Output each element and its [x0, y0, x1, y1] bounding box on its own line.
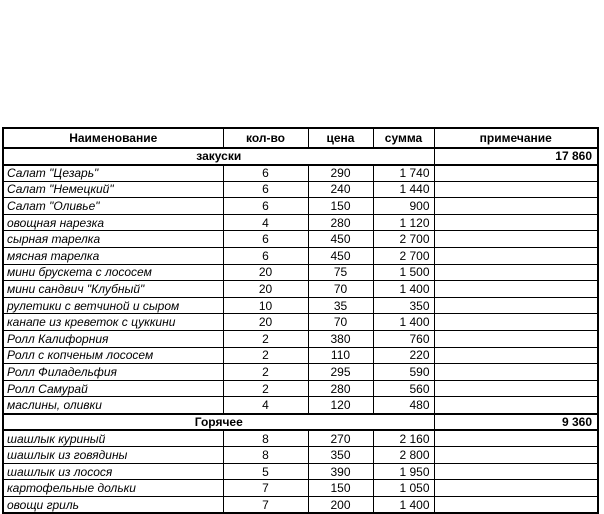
- item-price-cell: 280: [308, 380, 373, 397]
- item-note-cell: [434, 198, 598, 215]
- item-name-cell: маслины, оливки: [3, 397, 223, 414]
- item-sum-cell: 1 950: [373, 463, 434, 480]
- item-sum-cell: 1 400: [373, 281, 434, 298]
- item-qty-cell: 6: [223, 198, 308, 215]
- item-price-cell: 150: [308, 480, 373, 497]
- item-row: [3, 364, 598, 381]
- item-price-cell: 450: [308, 248, 373, 265]
- item-sum-cell: 2 160: [373, 430, 434, 447]
- item-price-cell: 280: [308, 214, 373, 231]
- item-note-cell: [434, 165, 598, 182]
- section-row: [3, 148, 598, 165]
- item-qty-cell: 5: [223, 463, 308, 480]
- item-row: [3, 347, 598, 364]
- item-qty-cell: 6: [223, 231, 308, 248]
- item-name-cell: картофельные дольки: [3, 480, 223, 497]
- item-row: [3, 281, 598, 298]
- section-total-cell: 17 860: [434, 148, 598, 165]
- order-table: [2, 127, 599, 514]
- item-row: [3, 331, 598, 348]
- item-note-cell: [434, 264, 598, 281]
- item-sum-cell: 2 700: [373, 231, 434, 248]
- item-name-cell: Салат "Оливье": [3, 198, 223, 215]
- item-note-cell: [434, 364, 598, 381]
- item-qty-cell: 8: [223, 447, 308, 464]
- item-price-cell: 350: [308, 447, 373, 464]
- item-note-cell: [434, 181, 598, 198]
- item-sum-cell: 1 500: [373, 264, 434, 281]
- item-name-cell: Ролл Калифорния: [3, 331, 223, 348]
- item-name-cell: рулетики с ветчиной и сыром: [3, 297, 223, 314]
- item-price-cell: 120: [308, 397, 373, 414]
- item-note-cell: [434, 480, 598, 497]
- item-price-cell: 70: [308, 314, 373, 331]
- item-name-cell: сырная тарелка: [3, 231, 223, 248]
- item-name-cell: овощная нарезка: [3, 214, 223, 231]
- item-row: [3, 248, 598, 265]
- item-qty-cell: 7: [223, 480, 308, 497]
- item-note-cell: [434, 248, 598, 265]
- table-body: [3, 148, 598, 513]
- item-row: [3, 430, 598, 447]
- item-name-cell: Ролл Филадельфия: [3, 364, 223, 381]
- item-sum-cell: 1 050: [373, 480, 434, 497]
- item-note-cell: [434, 397, 598, 414]
- item-row: [3, 380, 598, 397]
- item-note-cell: [434, 214, 598, 231]
- item-sum-cell: 900: [373, 198, 434, 215]
- item-name-cell: Салат "Цезарь": [3, 165, 223, 182]
- item-qty-cell: 7: [223, 496, 308, 513]
- item-sum-cell: 1 740: [373, 165, 434, 182]
- item-row: [3, 264, 598, 281]
- item-name-cell: Ролл с копченым лососем: [3, 347, 223, 364]
- item-row: [3, 314, 598, 331]
- col-header-note: примечание: [434, 128, 598, 148]
- item-qty-cell: 2: [223, 380, 308, 397]
- item-price-cell: 450: [308, 231, 373, 248]
- item-sum-cell: 760: [373, 331, 434, 348]
- item-qty-cell: 20: [223, 264, 308, 281]
- item-qty-cell: 2: [223, 331, 308, 348]
- item-note-cell: [434, 331, 598, 348]
- item-price-cell: 200: [308, 496, 373, 513]
- section-label-cell: Горячее: [3, 414, 434, 431]
- item-price-cell: 390: [308, 463, 373, 480]
- item-qty-cell: 20: [223, 314, 308, 331]
- col-header-qty: кол-во: [223, 128, 308, 148]
- item-note-cell: [434, 347, 598, 364]
- item-sum-cell: 1 400: [373, 496, 434, 513]
- item-note-cell: [434, 447, 598, 464]
- item-note-cell: [434, 281, 598, 298]
- item-name-cell: мясная тарелка: [3, 248, 223, 265]
- item-sum-cell: 350: [373, 297, 434, 314]
- item-price-cell: 35: [308, 297, 373, 314]
- section-label-cell: закуски: [3, 148, 434, 165]
- item-row: [3, 231, 598, 248]
- item-name-cell: овощи гриль: [3, 496, 223, 513]
- item-name-cell: Салат "Немецкий": [3, 181, 223, 198]
- item-sum-cell: 2 800: [373, 447, 434, 464]
- item-qty-cell: 6: [223, 248, 308, 265]
- item-price-cell: 295: [308, 364, 373, 381]
- item-qty-cell: 4: [223, 397, 308, 414]
- item-row: [3, 214, 598, 231]
- item-qty-cell: 8: [223, 430, 308, 447]
- section-row: [3, 414, 598, 431]
- item-sum-cell: 1 400: [373, 314, 434, 331]
- item-sum-cell: 1 120: [373, 214, 434, 231]
- item-price-cell: 75: [308, 264, 373, 281]
- item-price-cell: 150: [308, 198, 373, 215]
- item-row: [3, 447, 598, 464]
- item-qty-cell: 20: [223, 281, 308, 298]
- item-sum-cell: 1 440: [373, 181, 434, 198]
- item-note-cell: [434, 231, 598, 248]
- item-price-cell: 70: [308, 281, 373, 298]
- item-name-cell: Ролл Самурай: [3, 380, 223, 397]
- item-row: [3, 198, 598, 215]
- item-name-cell: шашлык куриный: [3, 430, 223, 447]
- item-qty-cell: 6: [223, 181, 308, 198]
- col-header-price: цена: [308, 128, 373, 148]
- item-note-cell: [434, 297, 598, 314]
- item-price-cell: 240: [308, 181, 373, 198]
- item-name-cell: мини брускета с лососем: [3, 264, 223, 281]
- item-row: [3, 181, 598, 198]
- item-note-cell: [434, 314, 598, 331]
- item-qty-cell: 6: [223, 165, 308, 182]
- item-price-cell: 270: [308, 430, 373, 447]
- item-name-cell: канапе из креветок с цуккини: [3, 314, 223, 331]
- item-sum-cell: 2 700: [373, 248, 434, 265]
- item-name-cell: мини сандвич "Клубный": [3, 281, 223, 298]
- item-note-cell: [434, 463, 598, 480]
- item-price-cell: 290: [308, 165, 373, 182]
- item-row: [3, 480, 598, 497]
- item-qty-cell: 10: [223, 297, 308, 314]
- header-row: [3, 128, 598, 148]
- item-name-cell: шашлык из говядины: [3, 447, 223, 464]
- item-qty-cell: 2: [223, 364, 308, 381]
- item-qty-cell: 2: [223, 347, 308, 364]
- col-header-name: Наименование: [3, 128, 223, 148]
- item-row: [3, 165, 598, 182]
- item-sum-cell: 560: [373, 380, 434, 397]
- item-name-cell: шашлык из лосося: [3, 463, 223, 480]
- item-sum-cell: 590: [373, 364, 434, 381]
- item-row: [3, 496, 598, 513]
- item-note-cell: [434, 380, 598, 397]
- item-price-cell: 380: [308, 331, 373, 348]
- item-note-cell: [434, 430, 598, 447]
- item-row: [3, 463, 598, 480]
- section-total-cell: 9 360: [434, 414, 598, 431]
- item-qty-cell: 4: [223, 214, 308, 231]
- item-price-cell: 110: [308, 347, 373, 364]
- item-row: [3, 397, 598, 414]
- col-header-sum: сумма: [373, 128, 434, 148]
- item-sum-cell: 220: [373, 347, 434, 364]
- item-row: [3, 297, 598, 314]
- item-sum-cell: 480: [373, 397, 434, 414]
- item-note-cell: [434, 496, 598, 513]
